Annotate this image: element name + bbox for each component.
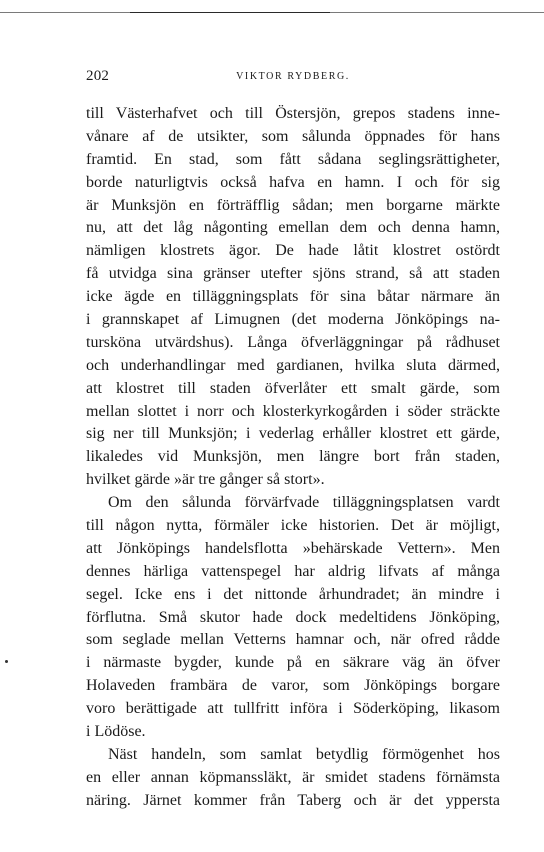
text-line: sig ner till Munksjön; i vederlag erhåller klostret ett gärde, <box>86 425 500 443</box>
text-line: näring. Järnet kommer från Taberg och är det yppersta <box>86 791 500 809</box>
margin-speck <box>5 660 8 663</box>
top-rule-accent <box>130 12 330 13</box>
text-line: att Jönköpings handelsflotta »behärskade Vettern». Men <box>86 539 500 557</box>
text-line: likaledes vid Munksjön, men längre bort från staden, <box>86 448 500 466</box>
text-line: segel. Icke ens i det nittonde århundradet; än mindre i <box>86 585 500 603</box>
body-text <box>86 103 500 813</box>
text-line: till Västerhafvet och till Östersjön, grepos stadens inne- <box>86 105 500 122</box>
text-line: förflutna. Små skutor hade dock medeltidens Jönköping, <box>86 608 500 626</box>
running-head: VIKTOR RYDBERG. <box>236 71 350 82</box>
text-line: är Munksjön en förträfflig sådan; men borgarne märkte <box>86 196 500 214</box>
text-line: dennes härliga vattenspegel har aldrig lifvats af många <box>86 562 500 580</box>
paragraph-end-line: hvilket gärde »är tre gånger så stort». <box>86 471 325 489</box>
text-line: voro berättigade att tullfritt införa i Söderköping, likasom <box>86 700 500 718</box>
text-line: i grannskapet af Limugnen (det moderna Jönköpings na- <box>86 311 500 329</box>
text-line: till någon nytta, förmäler icke historien. Det är möjligt, <box>86 517 500 535</box>
text-line: en eller annan köpmanssläkt, är smidet stadens förnämsta <box>86 768 500 786</box>
text-line: och underhandlingar med gardianen, hvilka sluta därmed, <box>86 356 500 374</box>
text-line: icke ägde en tilläggningsplats för sina båtar närmare än <box>86 288 500 306</box>
page-header <box>86 68 500 92</box>
text-line: i närmaste bygder, kunde på en säkrare väg än öfver <box>86 654 500 672</box>
text-line: Holaveden frambära de varor, som Jönköpings borgare <box>86 677 500 695</box>
text-line: som seglade mellan Vetterns hamnar och, när ofred rådde <box>86 631 500 649</box>
text-line: att klostret till staden öfverlåter ett smalt gärde, som <box>86 379 500 397</box>
text-line: nämligen klostrets ägor. De hade låtit klostret ostördt <box>86 242 500 260</box>
text-line: tursköna utvärdshus). Långa öfverläggningar på rådhuset <box>86 333 500 351</box>
text-line: vånare af de utsikter, som sålunda öppnades för hans <box>86 127 500 145</box>
text-line: nu, att det låg någonting emellan dem och denna hamn, <box>86 219 500 237</box>
text-line: mellan slottet i norr och klosterkyrkogården i söder sträckte <box>86 402 500 420</box>
text-line: borde naturligtvis också hafva en hamn. I och för sig <box>86 173 500 191</box>
text-line: få utvidga sina gränser utefter sjöns strand, så att staden <box>86 265 500 283</box>
paragraph-start-line: Om den sålunda förvärfvade tilläggningsplatsen vardt <box>108 494 500 512</box>
page-number: 202 <box>86 68 110 84</box>
paragraph-end-line: i Lödöse. <box>86 723 146 741</box>
paragraph-start-line: Näst handeln, som samlat betydlig förmögenhet hos <box>108 745 500 763</box>
text-line: framtid. En stad, som fått sådana seglingsrättigheter, <box>86 150 500 168</box>
